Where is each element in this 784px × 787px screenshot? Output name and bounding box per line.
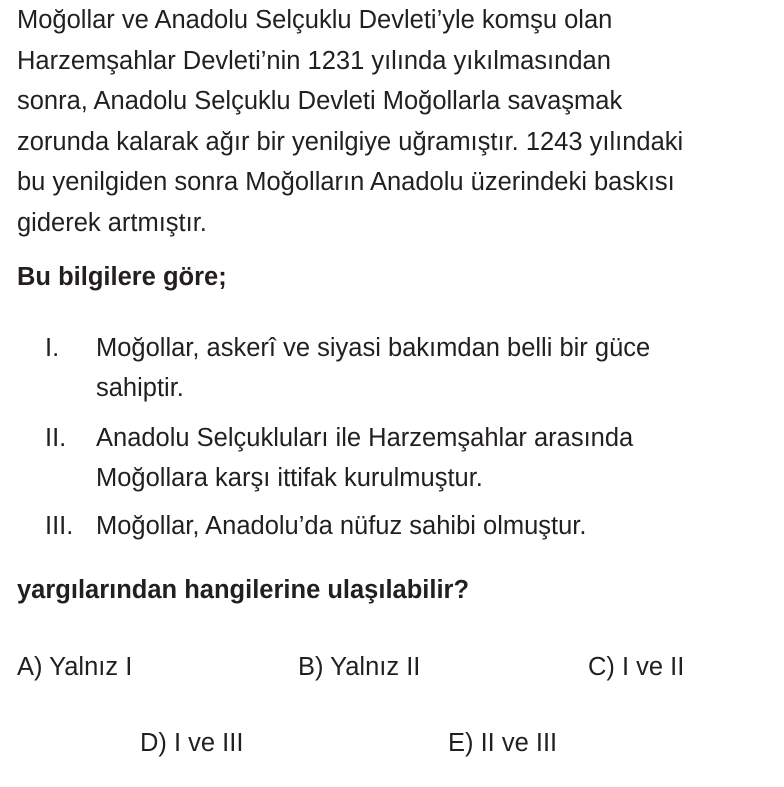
passage-line: sonra, Anadolu Selçuklu Devleti Moğollarla savaşmak [17, 87, 623, 115]
passage-line: Moğollar ve Anadolu Selçuklu Devleti’yle komşu olan [17, 6, 613, 34]
option-e[interactable]: E) II ve III [448, 729, 558, 757]
passage-line: giderek artmıştır. [17, 209, 207, 237]
statement-line: Moğollar, askerî ve siyasi bakımdan belli bir güce [96, 334, 651, 362]
statement-text [96, 418, 633, 498]
option-b[interactable]: B) Yalnız II [298, 653, 421, 681]
statement-text [96, 506, 586, 546]
option-d[interactable]: D) I ve III [140, 729, 244, 757]
statement-line: Anadolu Selçukluları ile Harzemşahlar arasında [96, 424, 634, 452]
option-a[interactable]: A) Yalnız I [17, 653, 133, 681]
question-text: yargılarından hangilerine ulaşılabilir? [17, 576, 470, 604]
statement-numeral: I. [45, 334, 60, 362]
option-c[interactable]: C) I ve II [588, 653, 685, 681]
statement-numeral: III. [45, 512, 74, 540]
statement-text [96, 328, 650, 408]
statement-line: Moğollara karşı ittifak kurulmuştur. [96, 464, 483, 492]
passage-line: zorunda kalarak ağır bir yenilgiye uğramıştır. 1243 yılındaki [17, 128, 684, 156]
statement-line: Moğollar, Anadolu’da nüfuz sahibi olmuştur. [96, 512, 587, 540]
statement-line: sahiptir. [96, 374, 184, 402]
statement-numeral: II. [45, 424, 67, 452]
passage-line: Harzemşahlar Devleti’nin 1231 yılında yıkılmasından [17, 47, 611, 75]
lead-text: Bu bilgilere göre; [17, 263, 227, 291]
passage-line: bu yenilgiden sonra Moğolların Anadolu üzerindeki baskısı [17, 168, 675, 196]
